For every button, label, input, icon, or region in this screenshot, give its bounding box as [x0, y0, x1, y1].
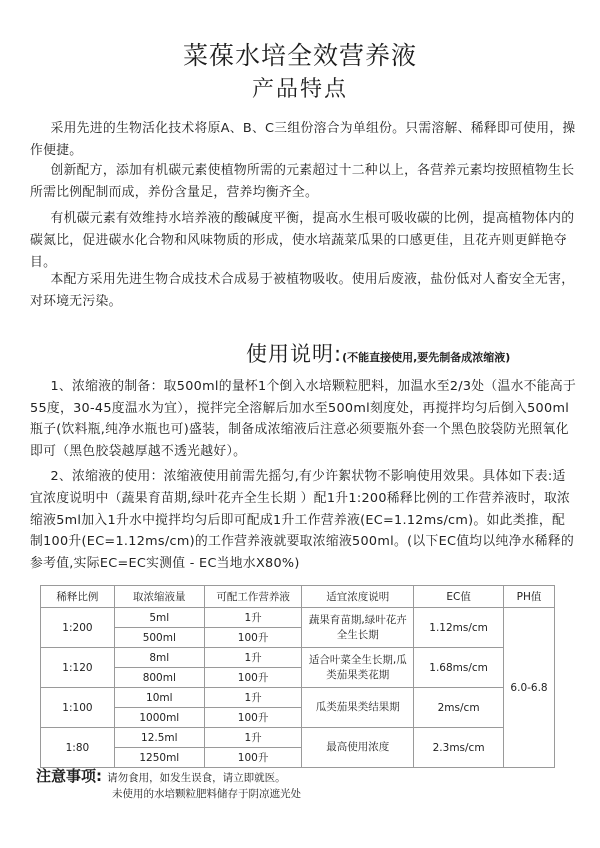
column-header: 取浓缩液量: [114, 586, 204, 608]
ph-cell: 6.0-6.8: [504, 608, 555, 768]
volume-cell: 1升: [204, 688, 302, 708]
ratio-cell: 1:120: [41, 648, 115, 688]
product-title: 菜葆水培全效营养液: [182, 41, 417, 70]
notes-label: 注意事项:: [36, 767, 102, 785]
ratio-cell: 1:100: [41, 688, 115, 728]
usage-title-note: (不能直接使用,要先制备成浓缩液): [342, 351, 511, 364]
amount-cell: 800ml: [114, 668, 204, 688]
volume-cell: 1升: [204, 728, 302, 748]
column-header: PH值: [504, 586, 555, 608]
volume-cell: 100升: [204, 628, 302, 648]
amount-cell: 1250ml: [114, 748, 204, 768]
ec-cell: 2.3ms/cm: [414, 728, 504, 768]
notes-section: [36, 765, 286, 786]
ratio-cell: 1:200: [41, 608, 115, 648]
column-header: EC值: [414, 586, 504, 608]
amount-cell: 10ml: [114, 688, 204, 708]
description-cell: 最高使用浓度: [302, 728, 414, 768]
volume-cell: 1升: [204, 608, 302, 628]
amount-cell: 500ml: [114, 628, 204, 648]
volume-cell: 100升: [204, 708, 302, 728]
ec-cell: 1.68ms/cm: [414, 648, 504, 688]
feature-paragraph: 创新配方，添加有机碳元素使植物所需的元素超过十二种以上，各营养元素均按照植物生长所需比例配制而成，养份含量足，营养均衡齐全。: [30, 163, 575, 200]
column-header: 稀释比例: [41, 586, 115, 608]
feature-paragraph: 本配方采用先进生物合成技术合成易于被植物吸收。使用后废液，盐份低对人畜安全无害，对环境无污染。: [30, 272, 575, 309]
amount-cell: 1000ml: [114, 708, 204, 728]
amount-cell: 8ml: [114, 648, 204, 668]
volume-cell: 100升: [204, 668, 302, 688]
feature-paragraph: 有机碳元素有效维持水培养液的酸碱度平衡，提高水生根可吸收碳的比例，提高植物体内的碳氮比，促进碳水化合物和风味物质的形成，使水培蔬菜瓜果的口感更佳，且花卉则更鲜艳夺目。: [30, 211, 575, 270]
column-header: 可配工作营养液: [204, 586, 302, 608]
table-row: [41, 688, 555, 708]
usage-title: 使用说明:: [246, 342, 343, 366]
ec-cell: 2ms/cm: [414, 688, 504, 728]
table-row: [41, 608, 555, 628]
description-cell: 适合叶菜全生长期,瓜类茄果类花期: [302, 648, 414, 688]
column-header: 适宜浓度说明: [302, 586, 414, 608]
usage-heading: [246, 338, 510, 368]
table-row: [41, 648, 555, 668]
notes-line-1: 请勿食用，如发生误食，请立即就医。: [107, 772, 286, 784]
features-heading: 产品特点: [251, 77, 348, 102]
volume-cell: 100升: [204, 748, 302, 768]
table-row: [41, 728, 555, 748]
notes-line-2: 未使用的水培颗粒肥料储存于阴凉遮光处: [112, 788, 301, 800]
feature-paragraph: 采用先进的生物活化技术将原A、B、C三组份溶合为单组份。只需溶解、稀释即可使用，操作便捷。: [30, 121, 576, 158]
dilution-table: [40, 585, 555, 768]
ratio-cell: 1:80: [41, 728, 115, 768]
amount-cell: 12.5ml: [114, 728, 204, 748]
amount-cell: 5ml: [114, 608, 204, 628]
description-cell: 瓜类茄果类结果期: [302, 688, 414, 728]
usage-step-1: 1、浓缩液的制备：取500ml的量杯1个倒入水培颗粒肥料，加温水至2/3处（温水不能高于55度，30-45度温水为宜），搅拌完全溶解后加水至500ml刻度处，再搅拌均匀后倒入500ml瓶子(饮料瓶,纯净水瓶也可)盛装，制备成浓缩液后注意必须要瓶外套一个黑色胶袋防光照氧化即可（黑色胶袋越厚越不透光越好）。: [30, 379, 577, 459]
description-cell: 蔬果育苗期,绿叶花卉全生长期: [302, 608, 414, 648]
table-header-row: [41, 586, 555, 608]
usage-step-2: 2、浓缩液的使用：浓缩液使用前需先摇匀,有少许絮状物不影响使用效果。具体如下表:适宜浓度说明中（蔬果育苗期,绿叶花卉全生长期 ）配1升1:200稀释比例的工作营养液时，取浓缩液5ml加入1升水中搅拌均匀后即可配成1升工作营养液(EC=1.12ms/cm)。如此类推，配制100升(EC=1.12ms/cm)的工作营养液就要取浓缩液500ml。(以下EC值均以纯净水稀释的参考值,实际EC=EC实测值 - EC当地水X80%): [30, 469, 575, 572]
volume-cell: 1升: [204, 648, 302, 668]
ec-cell: 1.12ms/cm: [414, 608, 504, 648]
